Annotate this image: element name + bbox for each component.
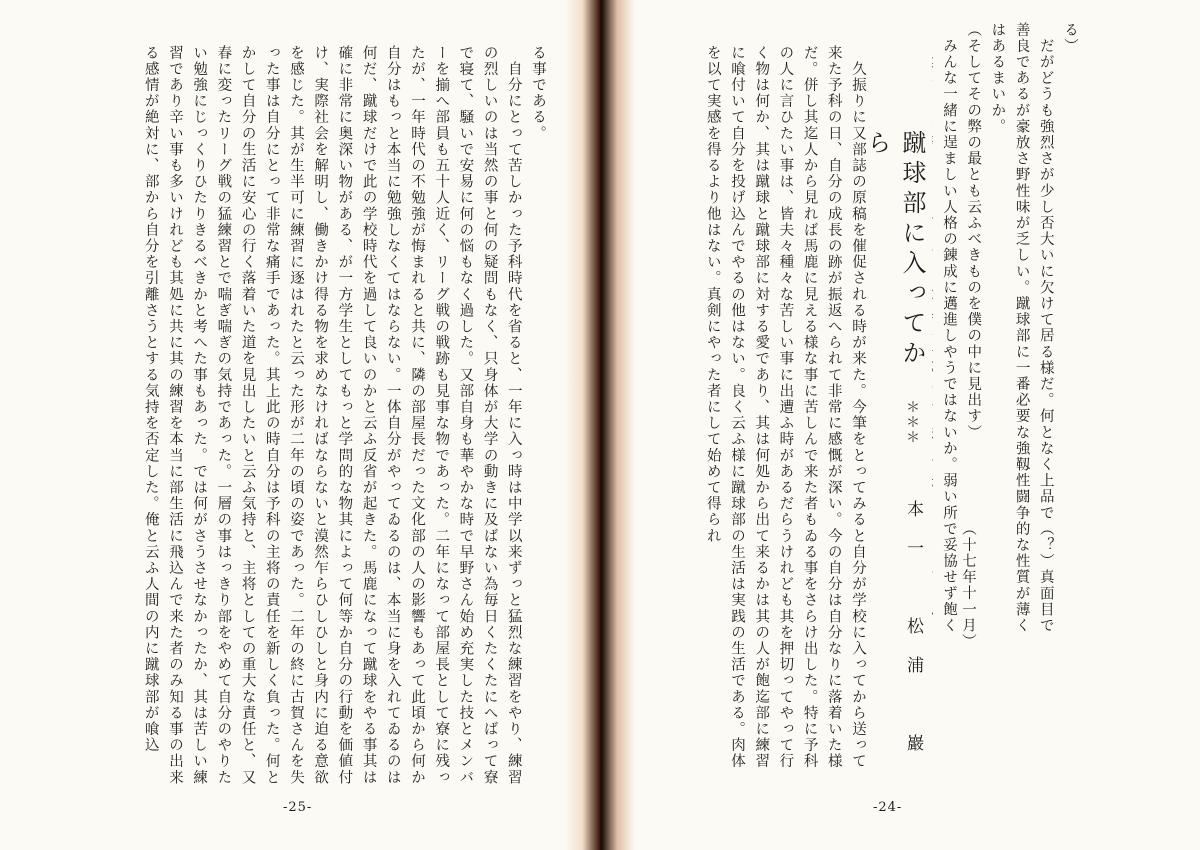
left-page-body-text: る事である。 自分にとって苦しかった予科時代を省ると、一年に入っ時は中学以来ずっと猛烈な練習をやり、練習の烈しいのは当然の事と何の疑問もなく、只身体が大学の動きに及ばない為毎日くたくたにへばって寮で寝て、騒いで安易に何の悩もなく過した。又部自身も華やかな時で早野さん始め充実した技とメンバーを揃へ部員も五十人近く、リーグ戦の戦跡も見事な物であった。二年になって部屋長として寮に残ったが、一年時代の不勉強が悔まれると共に、隣の部屋長だった文化部の人の影響もあって此頃から何か自分はもっと本当に勉強しなくてはならない。一体自分がやってゐるのは、本当に身を入れてゐるのは何だ、蹴球だけで此の学校時代を過して良いのかと云ふ反省が起きた。馬鹿になって蹴球をやる事其は確に非常に奥深い物がある、が一方学生としてもっと学問的な物其によって何等か自分の行動を価値付け、実際社会を解明し、働きかけ得る物を求めなければならないと漠然乍らひしひしと身内に迫る意欲を感じた。其が生半可に練習に逐はれたと云った形が二年の頃の姿であった。二年の終に古賀さんを失った事は自分にとって非常な痛手であった。其上此の時自分は予科の主将の責任を新しく負った。何とかして自分の生活に安心の行く落着いた道を見出したいと云ふ気持と、主将としての重大な責任と、又春に変ったリーグ戦の猛練習とで喘ぎ喘ぎの気持であった。一層の事はっきり部をやめて自分のやりたい勉強にじっくりひたりきるべきかと考へた事もあった。では何がさうさせなかったか、其は苦しい練習であり辛い事も多いけれども其処に共に其の練習を本当に部生活に飛込んで来た者のみ知る事の出来る感情が絶対に、部から自分を引離さうとする気持を否定した。俺と云ふ人間の内に蹴球部が喰込: [142, 45, 546, 786]
right-page: [625, 0, 1200, 850]
previous-essay-ending: る） だがどうも強烈さが少し否大いに欠けて居る様だ。何となく上品で（？）真面目で善良であるが豪放さ野性味が乏しい。蹴球部に一番必要な強靱性闘争的な性質が薄くはあるまいか。 （そしてその弊の最とも云ふべきものを僕の中に見出す） みんな一緒に逞ましい人格の錬成に邁進しやうではないか。弱い所で妥協せず飽く: [940, 22, 1078, 634]
essay-heading: [863, 130, 940, 820]
previous-essay-date: （十七年十一月）: [960, 521, 976, 650]
left-page: [0, 0, 575, 850]
essay-title: 蹴球部に入ってから: [863, 130, 926, 370]
essay-body-text: 久振りに又部誌の原稿を催促される時が来た。今筆をとってみると自分が学校に入ってから送って来た予科の日、自分の成長の跡が振返へられて非常に感慨が深い。今の自分は自分なりに落着いた様だ。併し其迄人から見れば馬鹿に見える様な事に苦しんで来た者もゐる事をさらけ出した。特に予科の人に言ひたい事は、皆夫々種々な苦しい事に出遭ふ時があるだらうけれども其を押切ってやって行く物は何か、其は蹴球と蹴球部に対する愛であり、其は何処から出て来るかは其の人が飽迄部に練習に喰付いて自分を投げ込んでやるの他はない。良く云ふ様に蹴球部の生活は実践の生活である。肉体を以て実感を得るより他はない。真剣にやった者にして始めて得られ: [704, 45, 866, 770]
essay-author: 本一 松浦 巖: [903, 500, 923, 773]
left-page-number: -25-: [283, 800, 313, 815]
right-page-number: -24-: [873, 800, 903, 815]
title-ornament: ＊＊＊: [904, 400, 920, 445]
